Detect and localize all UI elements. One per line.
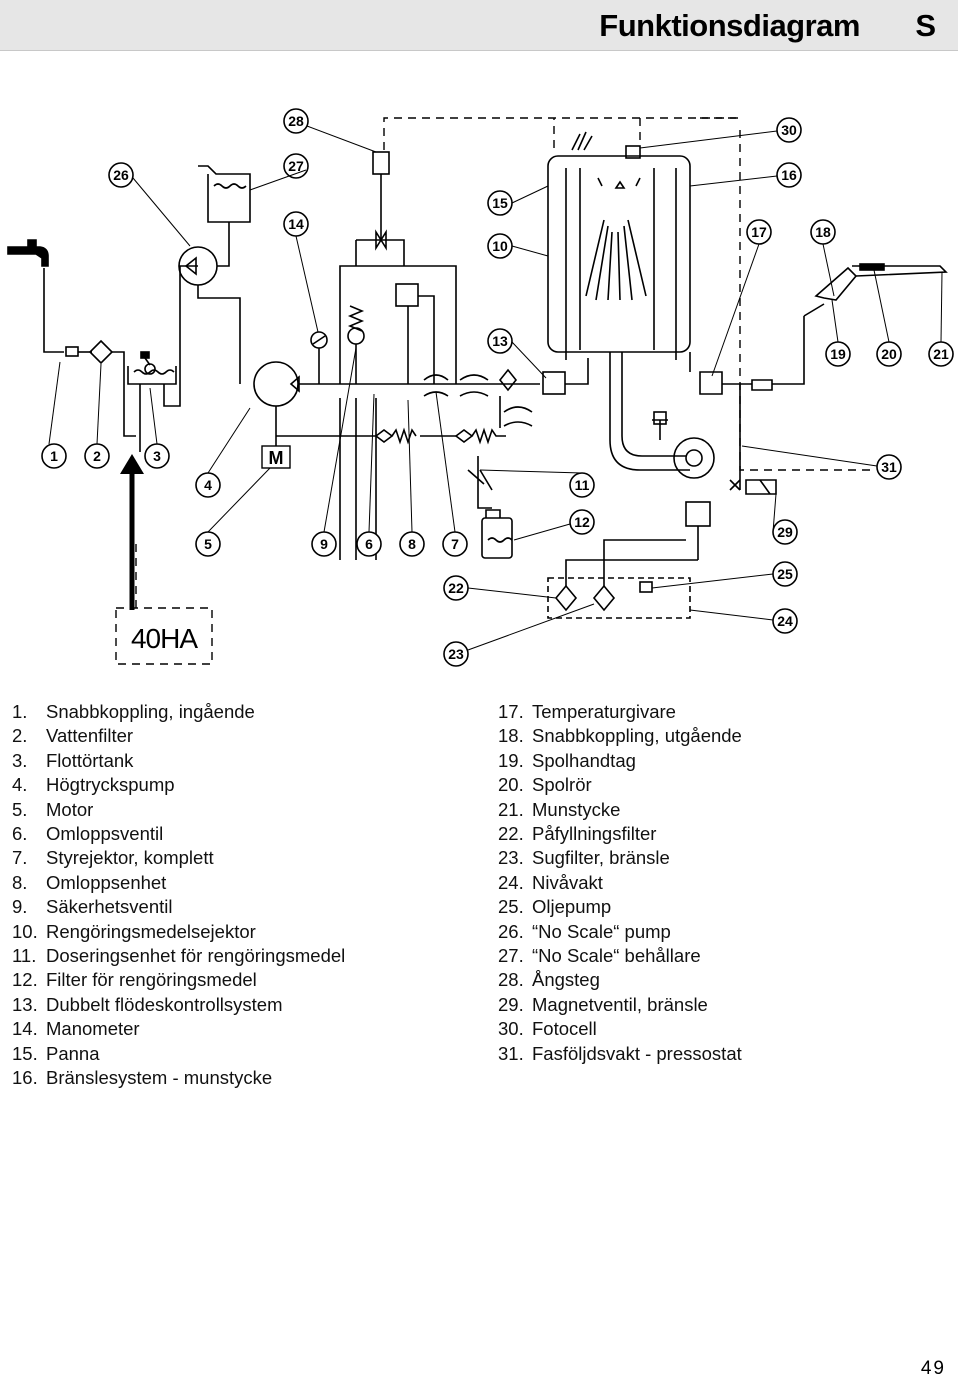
legend-number: 26. [498, 920, 524, 942]
callout-3: 3 [153, 448, 161, 464]
legend-item [498, 724, 742, 748]
callout-4: 4 [204, 477, 212, 493]
legend-number: 9. [12, 896, 28, 918]
legend-number: 5. [12, 798, 28, 820]
legend-number: 1. [12, 701, 28, 722]
legend-item [12, 846, 345, 870]
callout-25: 25 [777, 566, 793, 582]
legend-number: 28. [498, 969, 524, 991]
legend-item [498, 1042, 742, 1066]
legend-label: Rengöringsmedelsejektor [46, 920, 256, 942]
callout-20: 20 [881, 346, 897, 362]
legend-item [12, 700, 345, 724]
legend-label: Snabbkoppling, utgående [532, 725, 742, 747]
callout-15: 15 [492, 195, 508, 211]
legend-label: Sugfilter, bränsle [532, 847, 670, 869]
legend-item [498, 993, 742, 1017]
legend-number: 18. [498, 725, 524, 747]
callout-23: 23 [448, 646, 464, 662]
legend-item [12, 993, 345, 1017]
legend-number: 21. [498, 798, 524, 820]
function-diagram [0, 50, 960, 690]
legend-number: 16. [12, 1067, 38, 1089]
legend-item [12, 871, 345, 895]
legend-number: 29. [498, 993, 524, 1015]
page-number: 49 [920, 1358, 946, 1379]
legend-right [498, 700, 742, 1066]
callout-10: 10 [492, 238, 508, 254]
legend-item [12, 773, 345, 797]
callout-7: 7 [451, 536, 459, 552]
callout-28: 28 [288, 113, 304, 129]
legend-item [12, 1017, 345, 1041]
legend-label: Filter för rengöringsmedel [46, 969, 257, 991]
legend-number: 3. [12, 749, 28, 771]
legend-item [498, 968, 742, 992]
legend-item [12, 724, 345, 748]
legend-number: 6. [12, 823, 28, 845]
legend-label: Vattenfilter [46, 725, 134, 747]
callout-30: 30 [781, 122, 797, 138]
legend-item [12, 749, 345, 773]
callout-6: 6 [365, 536, 373, 552]
legend-number: 27. [498, 945, 524, 967]
legend-number: 4. [12, 774, 28, 796]
legend-item [498, 700, 742, 724]
callout-16: 16 [781, 167, 797, 183]
legend-item [498, 822, 742, 846]
legend-label: Spolrör [532, 774, 592, 796]
legend-label: Ångsteg [532, 969, 600, 991]
legend-item [12, 1066, 345, 1090]
legend-number: 13. [12, 993, 38, 1015]
legend-item [12, 944, 345, 968]
page-title: Funktionsdiagram [599, 8, 860, 43]
model-label: 40HA [130, 623, 198, 654]
legend-number: 25. [498, 896, 524, 918]
legend-number: 17. [498, 701, 524, 722]
legend-number: 15. [12, 1042, 38, 1064]
legend-number: 8. [12, 871, 28, 893]
legend-label: Snabbkoppling, ingående [46, 701, 255, 722]
legend-label: Högtryckspump [46, 774, 175, 796]
callout-14: 14 [288, 216, 304, 232]
legend-number: 12. [12, 969, 38, 991]
legend-item [498, 798, 742, 822]
legend-number: 19. [498, 749, 524, 771]
callout-1: 1 [50, 448, 58, 464]
legend-item [498, 773, 742, 797]
legend-item [12, 798, 345, 822]
legend-label: “No Scale“ behållare [532, 945, 701, 967]
legend-label: Doseringsenhet för rengöringsmedel [46, 945, 346, 967]
legend-number: 10. [12, 920, 38, 942]
legend-label: Nivåvakt [532, 871, 603, 893]
callout-24: 24 [777, 613, 793, 629]
callout-2: 2 [93, 448, 101, 464]
legend-number: 24. [498, 871, 524, 893]
page-header [0, 0, 958, 51]
legend-number: 7. [12, 847, 28, 869]
legend-left [12, 700, 345, 1091]
callout-22: 22 [448, 580, 464, 596]
legend-label: Oljepump [532, 896, 612, 918]
callout-13: 13 [492, 333, 508, 349]
legend-number: 30. [498, 1018, 524, 1040]
legend-label: Omloppsenhet [46, 871, 167, 893]
legend-label: Panna [46, 1042, 100, 1064]
legend-label: Munstycke [532, 798, 621, 820]
callout-27: 27 [288, 158, 304, 174]
callout-11: 11 [574, 477, 590, 493]
legend-label: “No Scale“ pump [532, 920, 671, 942]
callout-18: 18 [815, 224, 831, 240]
legend-item [498, 895, 742, 919]
legend-item [12, 1042, 345, 1066]
legend-item [498, 749, 742, 773]
legend-item [498, 1017, 742, 1041]
callout-17: 17 [751, 224, 767, 240]
legend-label: Magnetventil, bränsle [532, 993, 708, 1015]
legend-item [498, 944, 742, 968]
legend-item [498, 846, 742, 870]
callout-21: 21 [933, 346, 949, 362]
legend-label: Temperaturgivare [532, 701, 676, 722]
legend-number: 23. [498, 847, 524, 869]
callout-9: 9 [320, 536, 328, 552]
legend-item [498, 920, 742, 944]
legend-item [12, 895, 345, 919]
legend-label: Styrejektor, komplett [46, 847, 214, 869]
legend-label: Spolhandtag [532, 749, 636, 771]
language-code: S [915, 8, 936, 43]
legend-item [498, 871, 742, 895]
callout-29: 29 [777, 524, 793, 540]
legend-number: 22. [498, 823, 524, 845]
motor-label: M [268, 448, 284, 468]
callout-19: 19 [830, 346, 846, 362]
legend-number: 20. [498, 774, 524, 796]
callout-31: 31 [881, 459, 897, 475]
callout-26: 26 [113, 167, 129, 183]
legend-label: Fasföljdsvakt - pressostat [532, 1042, 742, 1064]
legend-label: Omloppsventil [46, 823, 164, 845]
legend-label: Motor [46, 798, 94, 820]
legend-number: 31. [498, 1042, 524, 1064]
callout-8: 8 [408, 536, 416, 552]
legend-label: Manometer [46, 1018, 140, 1040]
legend-number: 11. [12, 945, 37, 967]
legend-label: Flottörtank [46, 749, 134, 771]
legend-label: Dubbelt flödeskontrollsystem [46, 993, 283, 1015]
legend-label: Säkerhetsventil [46, 896, 173, 918]
legend-item [12, 968, 345, 992]
legend-number: 2. [12, 725, 28, 747]
callout-12: 12 [574, 514, 590, 530]
legend-label: Påfyllningsfilter [532, 823, 657, 845]
callout-5: 5 [204, 536, 212, 552]
legend-item [12, 822, 345, 846]
legend-label: Bränslesystem - munstycke [46, 1067, 273, 1089]
legend-number: 14. [12, 1018, 38, 1040]
legend-label: Fotocell [532, 1018, 597, 1040]
legend-item [12, 920, 345, 944]
